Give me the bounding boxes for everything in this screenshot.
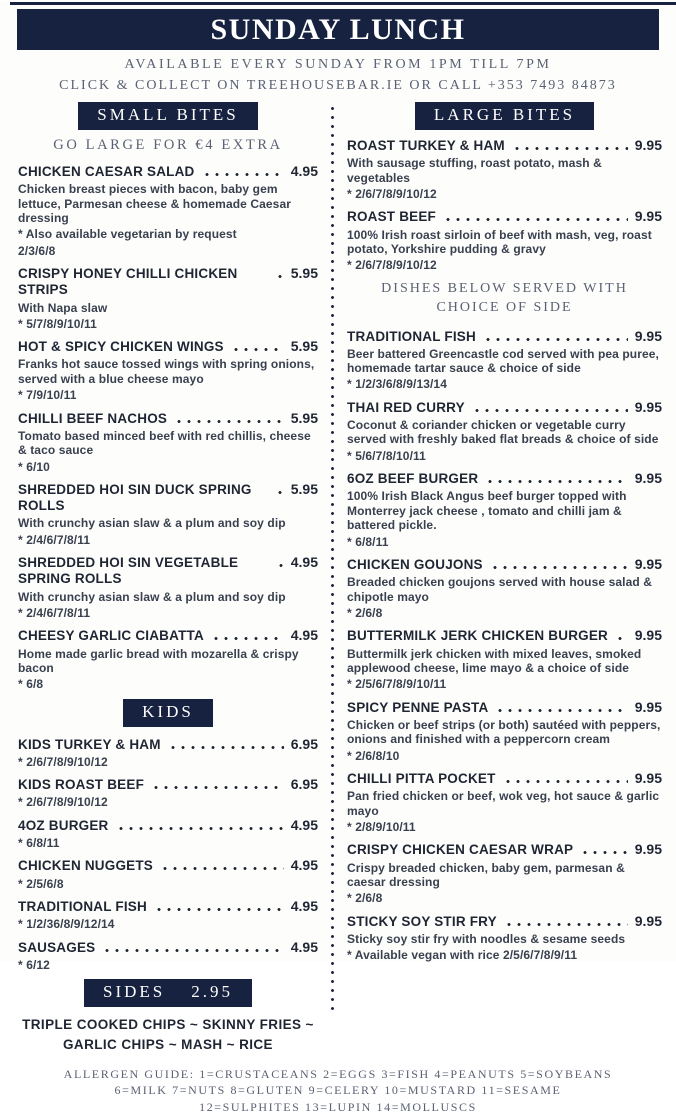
allergen-guide-line1: ALLERGEN GUIDE: 1=CRUSTACEANS 2=EGGS 3=FISH 4=PEANUTS 5=SOYBEANS [63,1066,613,1081]
item-name: STICKY SOY STIR FRY [347,913,497,929]
dotted-leader [275,491,284,494]
dotted-leader [231,348,284,351]
menu-item-row [18,265,318,298]
dotted-leader [151,786,284,789]
item-name: CRISPY HONEY CHILLI CHICKEN STRIPS [18,266,238,298]
dotted-leader [116,827,284,830]
item-price: 4.95 [290,554,318,571]
menu-item-row [347,328,662,345]
sides-badge-price: 2.95 [191,982,233,1002]
item-name: CHEESY GARLIC CIABATTA [18,628,204,644]
menu-item [347,556,662,620]
section-badge-sides [84,979,252,1007]
menu-item-row [18,554,318,587]
allergen-guide-line2: 6=MILK 7=NUTS 8=GLUTEN 9=CELERY 10=MUSTARD 11=SESAME [114,1083,562,1098]
item-detail-line: Buttermilk jerk chicken with mixed leaves, smoked applewood cheese, lime mayo & a choice of side [347,646,642,675]
item-detail-line: * 5/7/8/9/10/11 [18,316,97,331]
allergen-guide [0,1066,676,1115]
item-name: SHREDDED HOI SIN DUCK SPRING ROLLS [18,482,252,514]
item-price: 4.95 [290,938,318,955]
subheading-line2: CHOICE OF SIDE [436,299,573,315]
item-name: CRISPY CHICKEN CAESAR WRAP [347,842,574,858]
left-column [18,102,318,1056]
top-border-line [10,2,676,5]
dotted-leader [202,173,284,176]
item-detail-line: 2/3/6/8 [18,243,56,258]
menu-item-row [18,163,318,180]
menu-item [18,554,318,620]
small-bites-badge-wrap [18,102,318,130]
item-name: ROAST BEEF [347,209,437,225]
section-badge-small-bites: SMALL BITES [78,102,257,130]
menu-item-row [347,470,662,487]
item-detail-line: * 6/10 [18,459,50,474]
dotted-leader [485,480,627,483]
item-detail-line: * 2/4/6/7/8/11 [18,605,91,620]
right-column [347,102,662,1056]
dotted-leader [102,949,283,952]
item-name: BUTTERMILK JERK CHICKEN BURGER [347,628,609,644]
dotted-leader [483,338,628,341]
item-price: 4.95 [290,816,318,833]
item-detail-line: * 2/6/8/10 [347,748,400,763]
dotted-leader [512,147,628,150]
dotted-leader [276,564,284,567]
item-price: 9.95 [634,698,662,715]
small-bites-list [18,163,318,692]
title-banner [17,9,659,50]
dotted-leader [174,420,284,423]
item-detail-line: Coconut & coriander chicken or vegetable curry served with freshly baked flat breads & choice of side [347,418,659,447]
item-detail-line: * 2/6/7/8/9/10/12 [18,795,108,810]
dotted-column-divider [331,104,334,1010]
menu-item [18,736,318,770]
item-detail-line: Sticky soy stir fry with noodles & sesame seeds [347,931,626,946]
menu-item-row [18,481,318,514]
item-price: 9.95 [634,470,662,487]
item-detail-line: With Napa slaw [18,300,108,315]
item-detail-line: * 2/8/9/10/11 [347,820,416,835]
menu-item-row [347,208,662,225]
item-name: HOT & SPICY CHICKEN WINGS [18,339,224,355]
menu-item [347,770,662,834]
item-detail-line: 100% Irish roast sirloin of beef with mash, veg, roast potato, Yorkshire pudding & gravy [347,227,652,256]
contact-text: CLICK & COLLECT ON TREEHOUSEBAR.IE OR CALL +353 7493 84873 [59,78,617,93]
kids-list [18,736,318,972]
availability-text: AVAILABLE EVERY SUNDAY FROM 1PM TILL 7PM [124,57,552,72]
item-detail-line: * 6/12 [18,957,50,972]
dotted-leader [154,908,284,911]
menu-item [347,470,662,549]
dotted-leader [472,409,628,412]
menu-item [18,776,318,810]
menu-item [18,857,318,891]
menu-item [347,328,662,392]
menu-item-row [347,770,662,787]
item-name: CHICKEN CAESAR SALAD [18,164,195,179]
item-price: 9.95 [634,770,662,787]
item-detail-line: Beer battered Greencastle cod served with pea puree, homemade tartar sauce & choice of side [347,346,659,376]
dotted-leader [504,923,628,926]
dotted-leader [275,275,284,278]
item-price: 9.95 [634,137,662,153]
item-detail-line: * 6/8/11 [347,534,389,549]
item-detail-line: * 1/2/3/6/8/9/13/14 [347,377,447,392]
item-name: SAUSAGES [18,939,96,955]
choice-of-side-subheading [347,280,662,318]
dotted-leader [580,851,628,854]
item-detail-line: * 2/6/7/8/9/10/12 [18,754,108,769]
menu-item [18,627,318,691]
item-detail-line: * 2/5/6/7/8/9/10/11 [347,677,447,692]
dotted-leader [211,637,284,640]
menu-item-row [18,410,318,427]
menu-item-row [18,898,318,915]
item-detail-line: * 2/5/6/8 [18,876,64,891]
go-large-note: GO LARGE FOR €4 EXTRA [53,137,283,153]
item-name: CHICKEN GOUJONS [347,556,483,572]
menu-item-row [347,841,662,858]
menu-item [347,208,662,272]
item-price: 4.95 [290,898,318,914]
item-detail-line: Home made garlic bread with mozarella & crispy bacon [18,646,299,675]
menu-item [18,265,318,331]
menu-item-row [347,627,662,644]
item-name: TRADITIONAL FISH [18,899,147,914]
item-name: KIDS ROAST BEEF [18,777,145,793]
item-detail-line: * Available vegan with rice 2/5/6/7/8/9/11 [347,948,578,963]
item-price: 4.95 [290,857,318,874]
item-detail-line: Tomato based minced beef with red chillis, cheese & taco sauce [18,428,311,458]
item-name: THAI RED CURRY [347,399,465,415]
item-detail-line: Pan fried chicken or beef, wok veg, hot sauce & garlic mayo [347,789,660,818]
item-name: TRADITIONAL FISH [347,328,476,344]
item-detail-line: * 2/6/7/8/9/10/12 [347,258,437,273]
dotted-leader [503,780,628,783]
item-name: SPICY PENNE PASTA [347,699,489,715]
item-detail-line: 100% Irish Black Angus beef burger topped with Monterrey jack cheese , tomato and chilli jam & battered pickle. [347,489,627,533]
item-detail-line: Breaded chicken goujons served with house salad & chipotle mayo [347,575,652,604]
menu-item [18,939,318,973]
item-detail-line: With crunchy asian slaw & a plum and soy dip [18,589,286,604]
menu-item-row [18,939,318,956]
large-bites-list [347,328,662,963]
item-price: 9.95 [634,208,662,225]
item-detail-line: * 2/6/8 [347,605,383,620]
menu-item-row [18,627,318,644]
menu-item [18,481,318,547]
menu-item-row [347,913,662,930]
dotted-leader [490,566,628,569]
menu-item-row [347,699,662,716]
item-name: SHREDDED HOI SIN VEGETABLE SPRING ROLLS [18,555,239,587]
menu-columns [0,94,676,1056]
item-price: 6.95 [290,776,318,793]
sides-badge-label: SIDES [103,982,166,1002]
menu-item [18,410,318,474]
dotted-leader [615,637,628,640]
item-price: 4.95 [290,627,318,644]
item-price: 5.95 [290,338,318,355]
item-detail-line: * 6/8 [18,677,44,692]
item-detail-line: * 6/8/11 [18,836,60,851]
item-name: CHICKEN NUGGETS [18,858,154,874]
item-detail-line: Franks hot sauce tossed wings with spring onions, served with a blue cheese mayo [18,357,315,386]
menu-item [18,338,318,402]
item-name: 4OZ BURGER [18,817,109,833]
section-badge-kids: KIDS [123,699,213,727]
sides-options-line1: TRIPLE COOKED CHIPS ~ SKINNY FRIES ~ [22,1017,314,1033]
item-price: 4.95 [290,163,318,179]
sunday-lunch-menu [0,2,676,1114]
large-bites-list-top [347,137,662,273]
item-detail-line: With crunchy asian slaw & a plum and soy dip [18,516,286,531]
menu-item-row [18,338,318,355]
item-price: 9.95 [634,912,662,929]
item-name: CHILLI PITTA POCKET [347,771,496,787]
dotted-leader [443,218,628,221]
item-name: KIDS TURKEY & HAM [18,736,161,752]
sides-options-line2: GARLIC CHIPS ~ MASH ~ RICE [63,1037,273,1053]
menu-item [18,898,318,932]
item-price: 9.95 [634,627,662,644]
menu-item-row [18,776,318,793]
menu-item [347,841,662,905]
item-price: 6.95 [290,735,318,752]
menu-item [347,399,662,463]
menu-item [18,163,318,258]
item-name: CHILLI BEEF NACHOS [18,410,168,426]
menu-item-row [347,399,662,416]
item-detail-line: Crispy breaded chicken, baby gem, parmesan & caesar dressing [347,860,625,889]
item-price: 5.95 [290,409,318,426]
item-price: 9.95 [634,841,662,858]
item-detail-line: * 7/9/10/11 [18,388,77,403]
menu-item [347,913,662,963]
item-detail-line: Chicken breast pieces with bacon, baby gem lettuce, Parmesan cheese & homemade Caesar dressing [18,182,291,225]
item-name: 6OZ BEEF BURGER [347,471,479,487]
dotted-leader [495,709,627,712]
item-detail-line: * 2/6/8 [347,891,383,906]
menu-item-row [18,857,318,874]
section-badge-large-bites: LARGE BITES [415,102,594,130]
kids-badge-wrap [18,699,318,727]
item-detail-line: * 2/4/6/7/8/11 [18,532,91,547]
item-detail-line: With sausage stuffing, roast potato, mash & vegetables [347,156,602,185]
item-price: 5.95 [290,265,318,282]
menu-item-row [18,736,318,753]
dotted-leader [168,746,284,749]
item-name: ROAST TURKEY & HAM [347,138,505,153]
item-price: 5.95 [290,481,318,498]
item-price: 9.95 [634,327,662,344]
menu-item [18,817,318,851]
menu-item-row [347,137,662,154]
item-detail-line: * Also available vegetarian by request [18,227,237,242]
page-title: SUNDAY LUNCH [210,12,466,46]
item-detail-line: * 5/6/7/8/10/11 [347,448,426,463]
menu-item-row [18,817,318,834]
menu-item [347,699,662,763]
menu-item-row [347,556,662,573]
large-bites-badge-wrap [347,102,662,130]
menu-item [347,137,662,201]
item-detail-line: * 1/2/36/8/9/12/14 [18,917,115,932]
item-price: 9.95 [634,555,662,572]
item-detail-line: Chicken or beef strips (or both) sautéed with peppers, onions and finished with a peppercorn cream [347,717,661,747]
item-price: 9.95 [634,398,662,415]
dotted-leader [160,867,284,870]
subheading-line1: DISHES BELOW SERVED WITH [381,280,628,296]
menu-item [347,627,662,691]
item-detail-line: * 2/6/7/8/9/10/12 [347,186,437,201]
sides-badge-wrap [18,979,318,1007]
allergen-guide-line3: 12=SULPHITES 13=LUPIN 14=MOLLUSCS [199,1099,477,1114]
